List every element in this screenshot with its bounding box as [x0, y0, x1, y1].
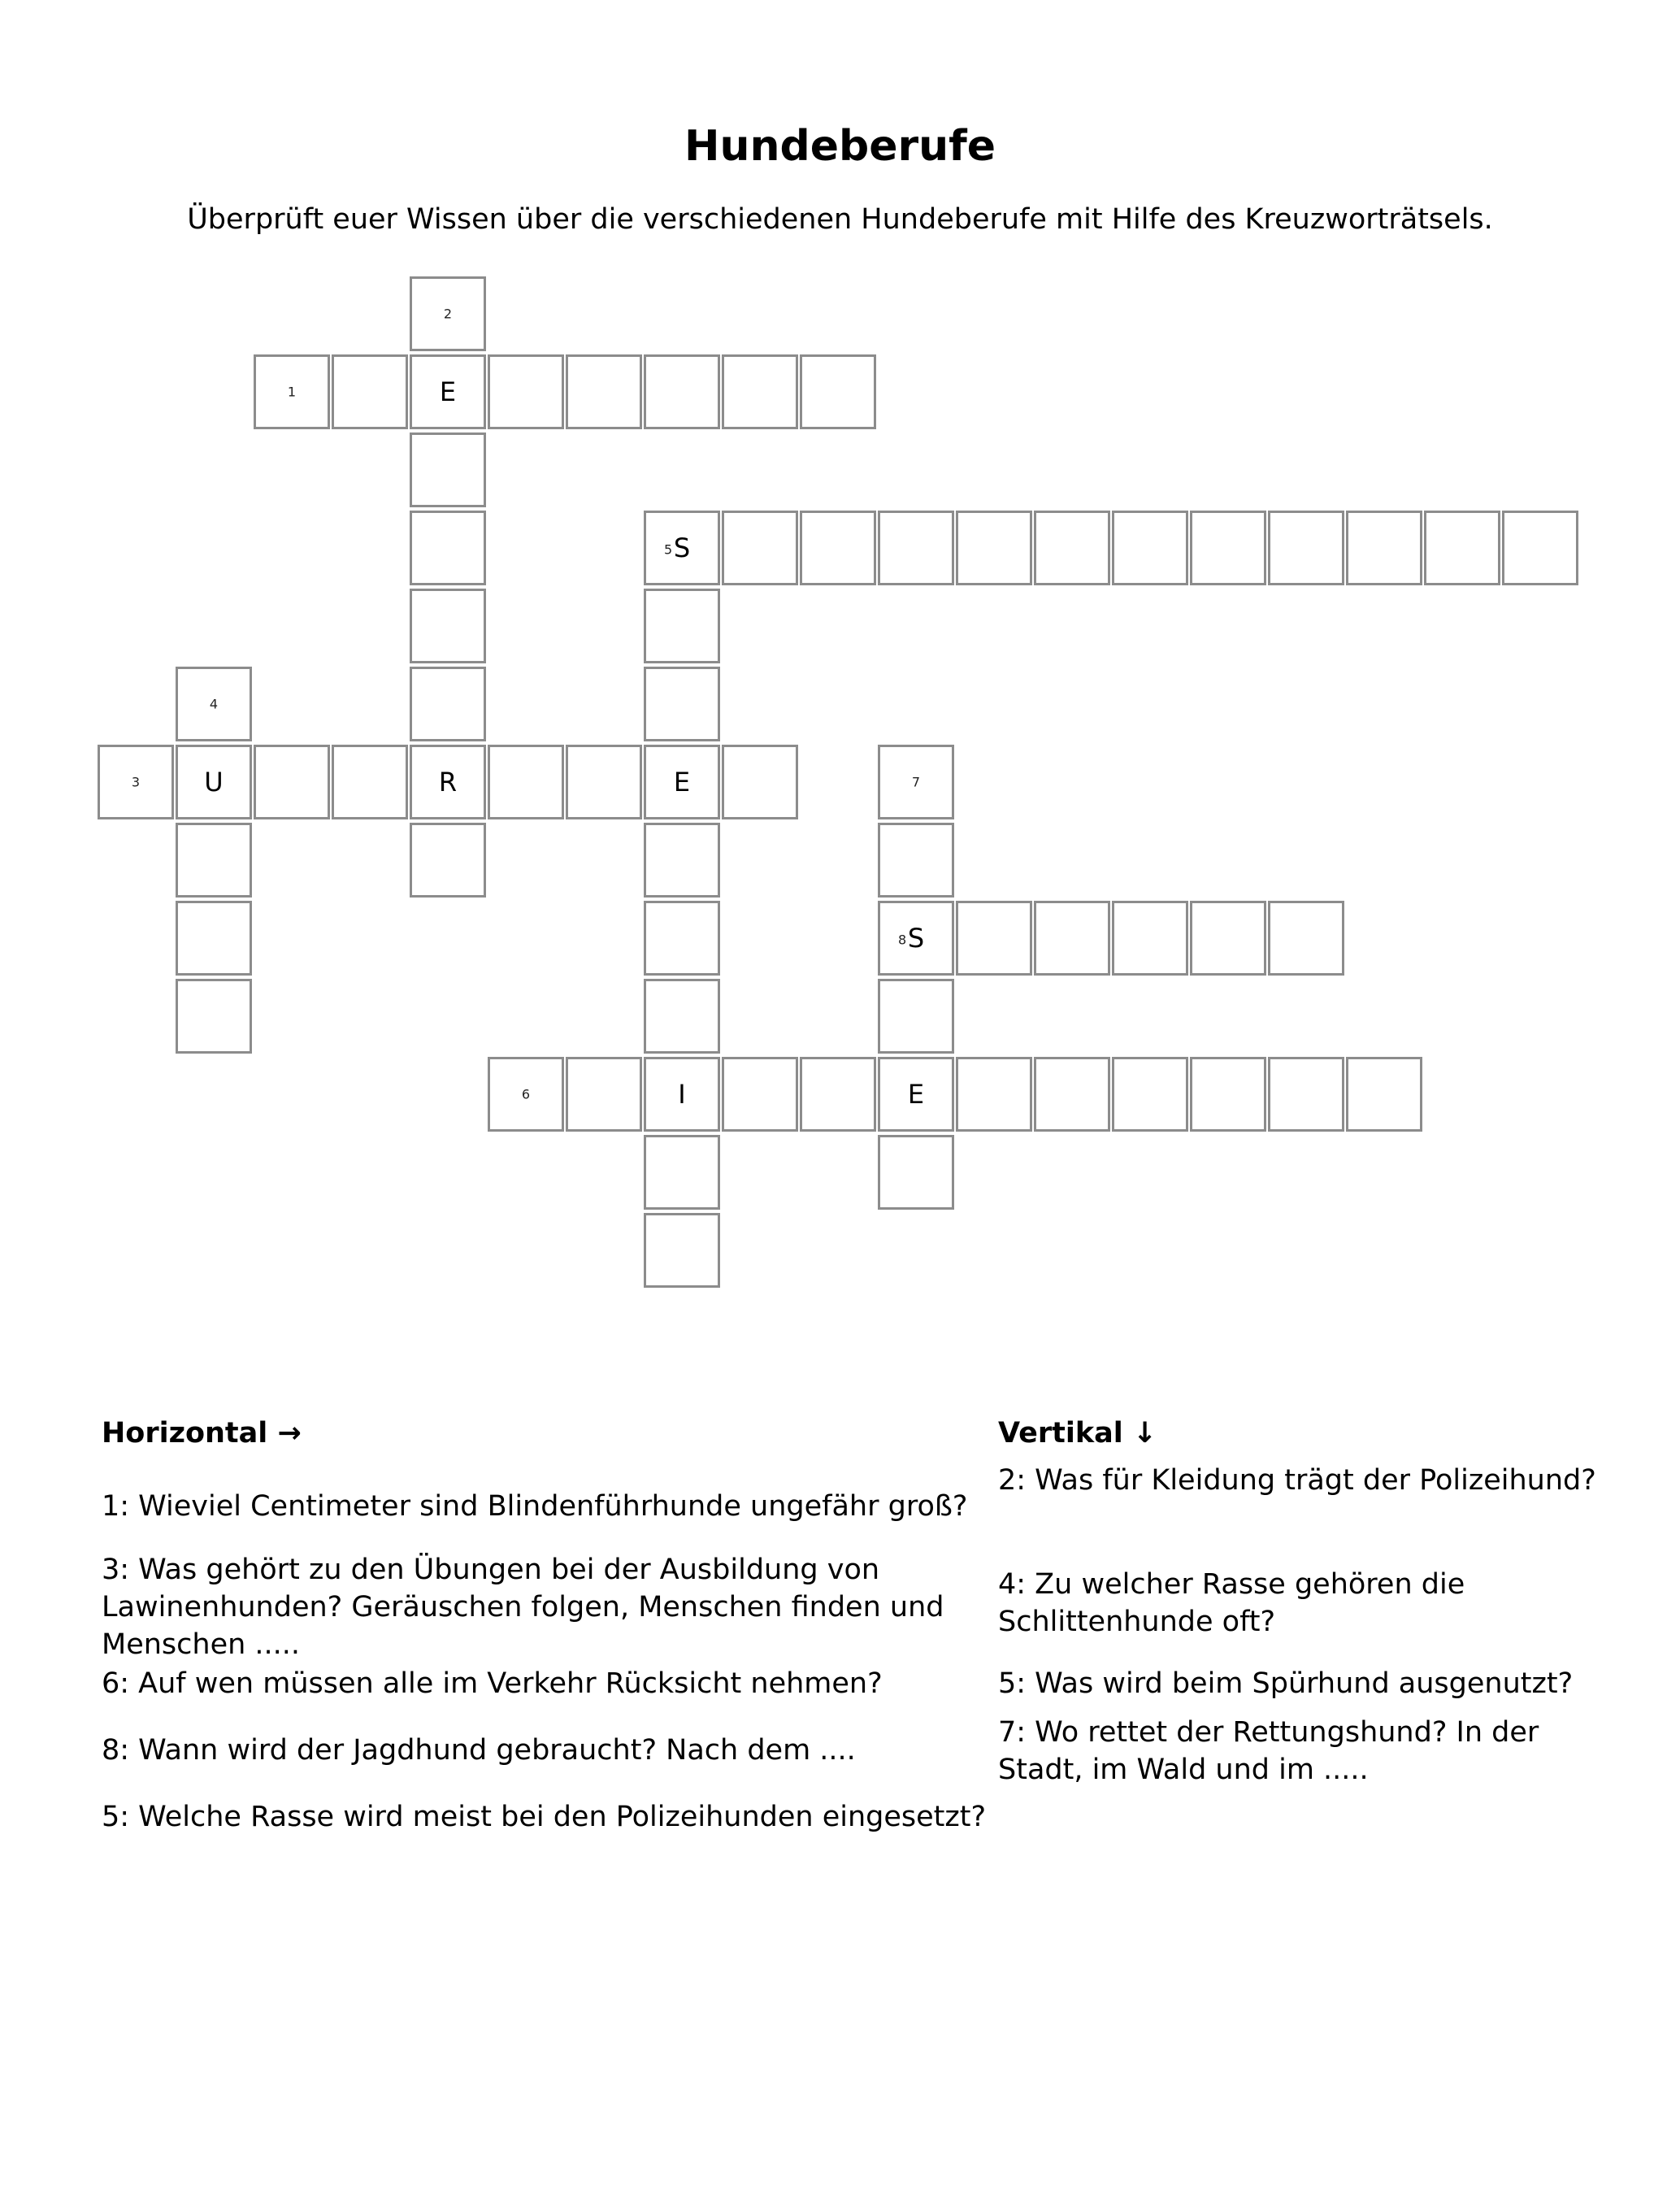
crossword-cell[interactable] [644, 589, 720, 663]
clue-number: 8 [898, 932, 907, 948]
given-letter: E [673, 767, 691, 798]
clues-vertical [998, 1415, 1616, 1786]
given-letter: R [438, 767, 458, 798]
crossword-cell[interactable] [878, 979, 954, 1054]
crossword-cell[interactable] [722, 511, 798, 585]
crossword-cell[interactable] [488, 745, 564, 819]
crossword-cell[interactable] [800, 354, 876, 429]
crossword-cell[interactable] [722, 1057, 798, 1132]
crossword-cell[interactable] [1112, 511, 1188, 585]
crossword-cell[interactable] [410, 745, 486, 819]
crossword-cell[interactable] [800, 1057, 876, 1132]
clue-item: 5: Welche Rasse wird meist bei den Polizeihunden eingesetzt? [102, 1801, 987, 1833]
crossword-cell[interactable] [722, 745, 798, 819]
crossword-cell[interactable] [410, 667, 486, 741]
crossword-cell[interactable] [956, 901, 1032, 976]
crossword-cell[interactable] [410, 354, 486, 429]
clue-item: 3: Was gehört zu den Übungen bei der Ausbildung von Lawinenhunden? Geräuschen folgen, Menschen finden und Menschen ..... [102, 1554, 944, 1661]
given-letter: I [678, 1079, 686, 1110]
crossword-cell[interactable] [644, 823, 720, 898]
crossword-cell[interactable] [176, 667, 252, 741]
clues-vertical-heading: Vertikal ↓ [998, 1417, 1157, 1450]
clue-number: 4 [209, 696, 219, 712]
crossword-cell[interactable] [644, 667, 720, 741]
crossword-cell[interactable] [1112, 1057, 1188, 1132]
crossword-cell[interactable] [332, 354, 408, 429]
crossword-cell[interactable] [1112, 901, 1188, 976]
clue-item: 4: Zu welcher Rasse gehören die Schlittenhunde oft? [998, 1568, 1465, 1638]
clue-item: 5: Was wird beim Spürhund ausgenutzt? [998, 1667, 1574, 1700]
crossword-cell[interactable] [644, 511, 720, 585]
crossword-cell[interactable] [566, 745, 642, 819]
crossword-cell[interactable] [644, 1135, 720, 1210]
crossword-cell[interactable] [1268, 901, 1344, 976]
crossword-cell[interactable] [488, 354, 564, 429]
crossword-cell[interactable] [410, 589, 486, 663]
crossword-cell[interactable] [644, 354, 720, 429]
crossword-cell[interactable] [878, 511, 954, 585]
page-subtitle: Überprüft euer Wissen über die verschiedenen Hundeberufe mit Hilfe des Kreuzworträtsels. [187, 203, 1493, 236]
clue-item: 7: Wo rettet der Rettungshund? In der Stadt, im Wald und im ..... [998, 1716, 1539, 1786]
crossword-cell[interactable] [1190, 511, 1266, 585]
clue-item: 1: Wieviel Centimeter sind Blindenführhunde ungefähr groß? [102, 1490, 968, 1523]
given-letter: S [907, 923, 925, 954]
crossword-cell[interactable] [644, 901, 720, 976]
given-letter: E [907, 1079, 925, 1110]
crossword-cell[interactable] [878, 1057, 954, 1132]
clue-item: 2: Was für Kleidung trägt der Polizeihund? [998, 1464, 1596, 1497]
crossword-cell[interactable] [566, 354, 642, 429]
crossword-cell[interactable] [254, 745, 330, 819]
crossword-cell[interactable] [1502, 511, 1578, 585]
clue-number: 2 [443, 306, 453, 322]
crossword-cell[interactable] [254, 354, 330, 429]
crossword-cell[interactable] [956, 511, 1032, 585]
clues-horizontal-heading: Horizontal → [102, 1417, 302, 1450]
crossword-cell[interactable] [956, 1057, 1032, 1132]
given-letter: S [673, 532, 691, 563]
crossword-cell[interactable] [800, 511, 876, 585]
clue-number: 7 [911, 774, 921, 790]
crossword-cell[interactable] [878, 1135, 954, 1210]
crossword-cell[interactable] [566, 1057, 642, 1132]
crossword-cell[interactable] [1346, 1057, 1422, 1132]
crossword-cell[interactable] [1268, 1057, 1344, 1132]
crossword-cell[interactable] [644, 1057, 720, 1132]
crossword-cell[interactable] [644, 745, 720, 819]
crossword-cell[interactable] [878, 745, 954, 819]
crossword-cell[interactable] [176, 745, 252, 819]
crossword-cell[interactable] [1034, 1057, 1110, 1132]
clue-number: 3 [131, 774, 141, 790]
crossword-cell[interactable] [1268, 511, 1344, 585]
crossword-cell[interactable] [722, 354, 798, 429]
crossword-cell[interactable] [410, 276, 486, 351]
crossword-cell[interactable] [1424, 511, 1500, 585]
crossword-cell[interactable] [1034, 511, 1110, 585]
clue-number: 1 [287, 384, 297, 400]
crossword-cell[interactable] [878, 823, 954, 898]
crossword-cell[interactable] [410, 823, 486, 898]
crossword-cell[interactable] [644, 979, 720, 1054]
crossword-cell[interactable] [176, 901, 252, 976]
crossword-cell[interactable] [644, 1213, 720, 1288]
crossword-cell[interactable] [410, 511, 486, 585]
crossword-cell[interactable] [1190, 1057, 1266, 1132]
crossword-cell[interactable] [488, 1057, 564, 1132]
crossword-cell[interactable] [1034, 901, 1110, 976]
crossword-cell[interactable] [176, 823, 252, 898]
crossword-cell[interactable] [332, 745, 408, 819]
crossword-cell[interactable] [1346, 511, 1422, 585]
clue-item: 6: Auf wen müssen alle im Verkehr Rücksicht nehmen? [102, 1667, 883, 1700]
crossword-cell[interactable] [1190, 901, 1266, 976]
crossword-cell[interactable] [98, 745, 174, 819]
clue-number: 6 [521, 1086, 531, 1102]
given-letter: E [439, 376, 457, 407]
given-letter: U [204, 767, 224, 798]
page-title: Hundeberufe [684, 122, 996, 171]
crossword-cell[interactable] [878, 901, 954, 976]
crossword-cell[interactable] [410, 432, 486, 507]
clues-horizontal [102, 1415, 996, 1833]
crossword-cell[interactable] [176, 979, 252, 1054]
clue-number: 5 [664, 541, 673, 558]
clue-item: 8: Wann wird der Jagdhund gebraucht? Nach dem .... [102, 1734, 856, 1767]
